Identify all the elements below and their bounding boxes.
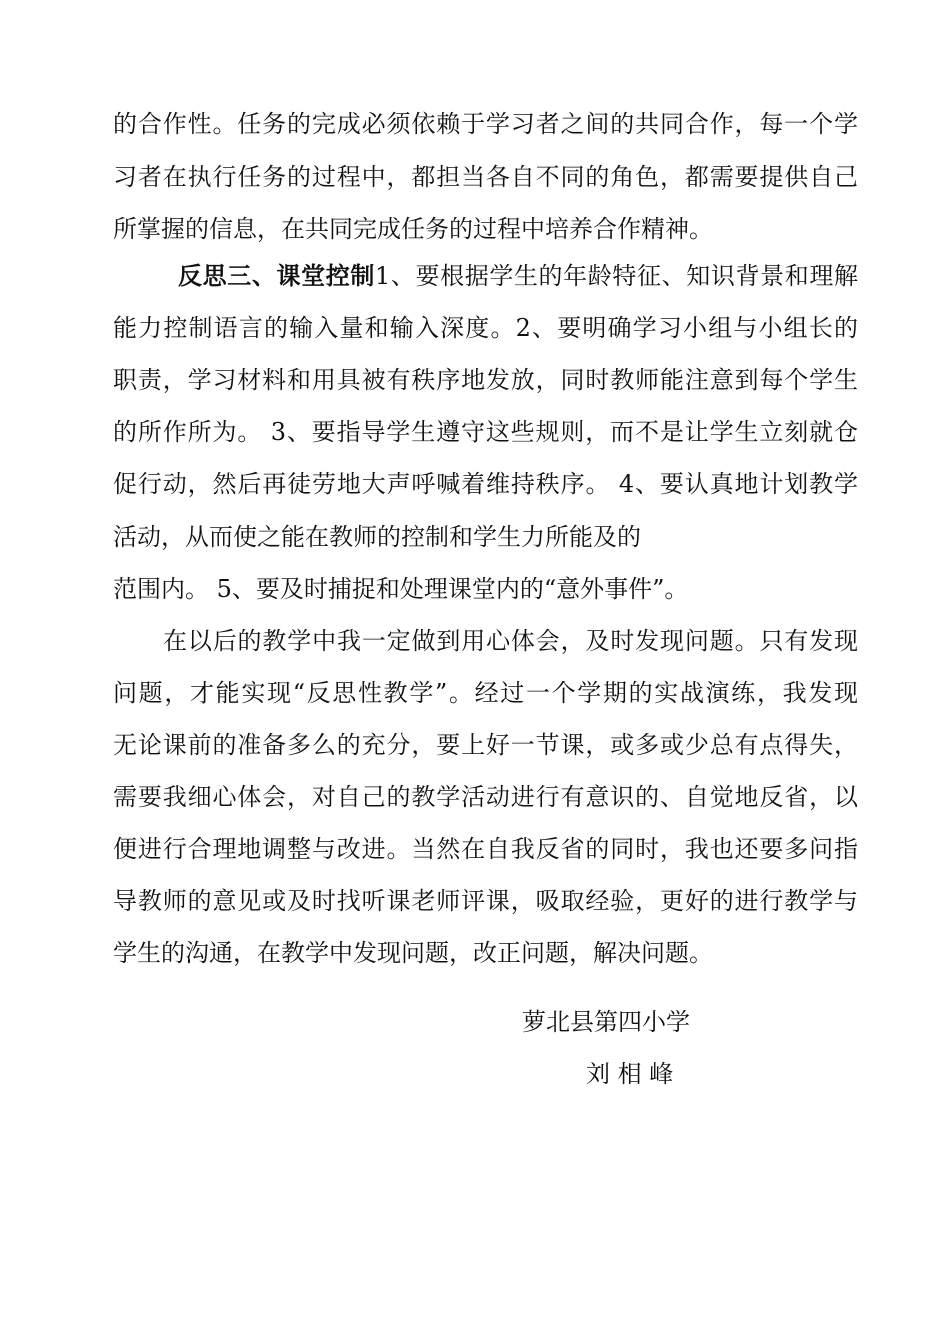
text-line: 能力控制语言的输入量和输入深度。2、要明确学习小组与小组长的 [113,314,858,342]
text-line [178,260,858,292]
text-line: 问题，才能实现“反思性教学”。经过一个学期的实战演练，我发现 [113,679,858,707]
text-line: 促行动，然后再徒劳地大声呼喊着维持秩序。 4、要认真地计划教学 [113,470,858,498]
text-line: 所掌握的信息，在共同完成任务的过程中培养合作精神。 [113,215,713,243]
heading-line-rest: 1、要根据学生的年龄特征、知识背景和理解 [374,262,858,290]
section-heading: 反思三、课堂控制 [178,262,375,290]
text-line: 需要我细心体会，对自己的教学活动进行有意识的、自觉地反省，以 [113,783,858,811]
text-line: 便进行合理地调整与改进。当然在自我反省的同时，我也还要多问指 [113,835,858,863]
school-name: 萝北县第四小学 [522,1008,690,1036]
text-line: 活动，从而使之能在教师的控制和学生力所能及的 [113,523,641,551]
author-name: 刘 相 峰 [586,1060,674,1088]
text-line: 的所作所为。 3、要指导学生遵守这些规则，而不是让学生立刻就仓 [113,418,858,446]
text-line: 在以后的教学中我一定做到用心体会，及时发现问题。只有发现 [163,627,858,655]
text-line: 无论课前的准备多么的充分，要上好一节课，或多或少总有点得失， [113,731,858,759]
text-line: 学生的沟通，在教学中发现问题，改正问题，解决问题。 [113,939,713,967]
text-line: 习者在执行任务的过程中，都担当各自不同的角色，都需要提供自己 [113,163,858,191]
text-line: 导教师的意见或及时找听课老师评课，吸取经验，更好的进行教学与 [113,887,858,915]
text-line: 职责，学习材料和用具被有秩序地发放，同时教师能注意到每个学生 [113,366,858,394]
text-line: 范围内。 5、要及时捕捉和处理课堂内的“意外事件”。 [113,575,689,603]
text-line: 的合作性。任务的完成必须依赖于学习者之间的共同合作，每一个学 [113,110,858,138]
